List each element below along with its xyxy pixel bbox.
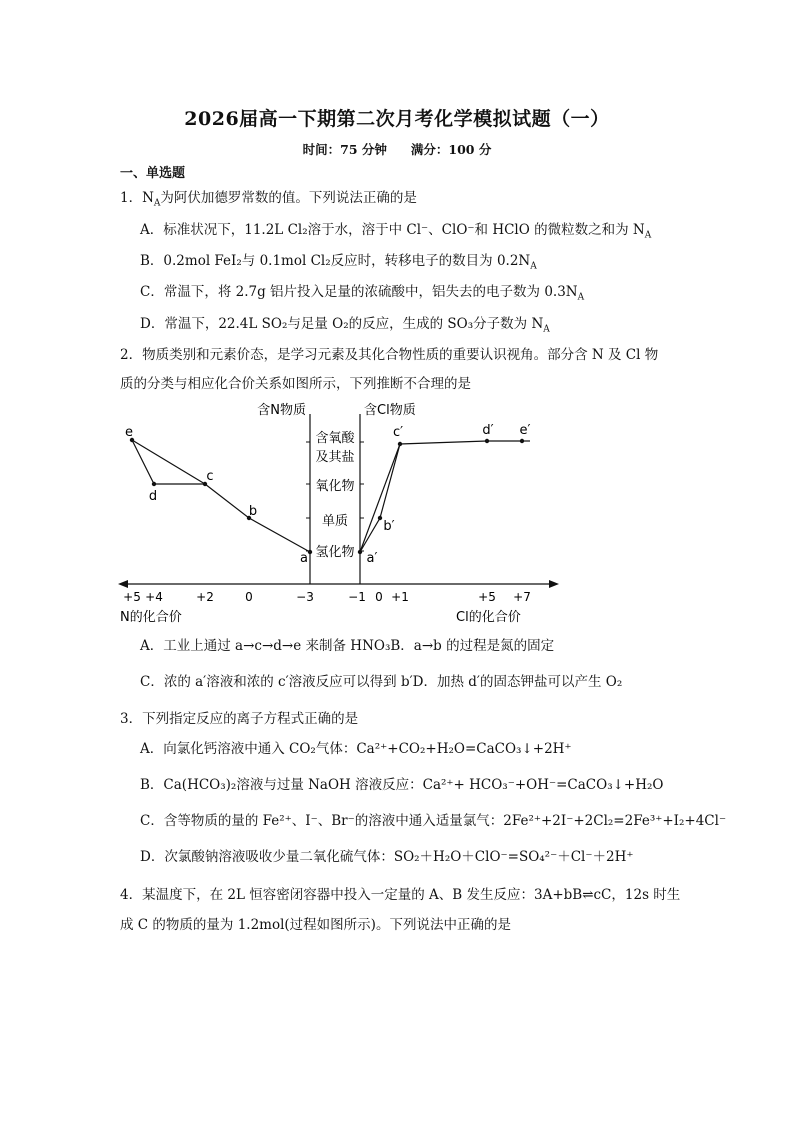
n-label-d: d <box>148 489 158 504</box>
question-1-stem: 1．$N_A$为阿伏加德罗常数的值。下列说法正确的是 <box>120 190 417 209</box>
exam-time: 时间：75 分钟 <box>302 142 387 157</box>
n-path-line <box>132 440 310 552</box>
q1-option-a <box>140 218 651 241</box>
cl-label-c: c′ <box>392 425 404 440</box>
q3-option-c: C．含等物质的量的 Fe²⁺、I⁻、Br⁻的溶液中通入适量氯气：2Fe²⁺+2I⁻+2Cl₂=2Fe³⁺+I₂+4Cl⁻ <box>140 813 727 829</box>
cl-edge-a-c <box>360 444 400 552</box>
q1-option-b <box>140 249 537 272</box>
question-2-line-2: 质的分类与相应化合价关系如图所示，下列推断不合理的是 <box>120 376 471 392</box>
cl-title: 含Cl物质 <box>364 403 416 418</box>
category-acid-line2: 及其盐 <box>315 450 355 465</box>
n-label-a: a <box>300 551 308 566</box>
valence-diagram <box>110 396 690 628</box>
n-tick-plus4: +4 <box>145 590 163 604</box>
cl-point-e <box>520 439 524 443</box>
n-tick-zero: 0 <box>245 590 253 604</box>
question-1-text: 为阿伏加德罗常数的值。下列说法正确的是 <box>160 190 417 206</box>
n-label-e: e <box>125 425 133 440</box>
question-4-line-2: 成 C 的物质的量为 1.2mol(过程如图所示)。下列说法中正确的是 <box>120 917 511 933</box>
n-label-c: c <box>206 469 214 484</box>
na-subscript: A <box>153 198 161 209</box>
q1-option-b-sub: A <box>530 261 537 272</box>
cl-label-a: a′ <box>366 551 378 566</box>
n-point-d <box>152 482 156 486</box>
q1-option-c-sub: A <box>577 292 585 303</box>
q1-option-d-text: D．常温下，22.4L SO₂与足量 O₂的反应，生成的 SO₃分子数为 N <box>140 316 544 332</box>
category-oxide: 氧化物 <box>315 479 355 494</box>
question-4-line-1: 4．某温度下，在 2L 恒容密闭容器中投入一定量的 A、B 发生反应：3A+bB⇌cC，12s 时生 <box>120 887 681 903</box>
cl-label-d: d′ <box>482 423 494 438</box>
cl-path-line <box>360 441 522 552</box>
axis-arrow-left <box>118 580 128 588</box>
cl-label-b: b′ <box>383 519 395 534</box>
n-axis-label: N的化合价 <box>120 610 182 625</box>
q2-options-cd: C．浓的 a′溶液和浓的 c′溶液反应可以得到 b′D．加热 d′的固态钾盐可以产生 O₂ <box>140 674 623 690</box>
cl-tick-plus7: +7 <box>513 590 531 604</box>
q3-option-a: A．向氯化钙溶液中通入 CO₂气体：Ca²⁺+CO₂+H₂O=CaCO₃↓+2H⁺ <box>140 741 572 757</box>
exam-meta <box>0 140 794 158</box>
q1-option-d-sub: A <box>543 324 550 335</box>
section-heading: 一、单选题 <box>120 166 186 181</box>
q1-option-a-sub: A <box>644 230 652 241</box>
cl-tick-plus1: +1 <box>391 590 409 604</box>
exam-title: 2026届高一下期第二次月考化学模拟试题（一） <box>184 108 610 130</box>
exam-score: 满分：100 分 <box>410 142 492 157</box>
n-tick-minus3: −3 <box>296 590 314 604</box>
cl-point-c <box>398 442 402 446</box>
cl-point-b <box>378 516 382 520</box>
cl-point-a <box>358 550 362 554</box>
question-2-line-1: 2．物质类别和元素价态，是学习元素及其化合物性质的重要认识视角。部分含 N 及 Cl 物 <box>120 347 659 363</box>
q3-option-b: B．Ca(HCO₃)₂溶液与过量 NaOH 溶液反应：Ca²⁺+ HCO₃⁻+OH⁻=CaCO₃↓+H₂O <box>140 777 664 793</box>
category-acid-line1: 含氧酸 <box>315 431 355 446</box>
n-title: 含N物质 <box>257 403 306 418</box>
cl-point-d <box>485 439 489 443</box>
cl-tick-minus1: −1 <box>348 590 366 604</box>
category-element: 单质 <box>321 514 349 529</box>
q3-option-d: D．次氯酸钠溶液吸收少量二氧化硫气体：SO₂＋H₂O＋ClO⁻=SO₄²⁻＋Cl⁻＋2H⁺ <box>140 849 634 865</box>
q1-option-a-text: A．标准状况下，11.2L Cl₂溶于水，溶于中 Cl⁻、ClO⁻和 HClO 的微粒数之和为 N <box>140 222 645 238</box>
q1-option-c <box>140 280 584 303</box>
q1-option-b-text: B．0.2mol FeI₂与 0.1mol Cl₂反应时，转移电子的数目为 0.2N <box>140 253 531 269</box>
n-tick-plus5: +5 <box>123 590 141 604</box>
cl-label-e: e′ <box>519 423 531 438</box>
n-label-b: b <box>248 504 258 519</box>
n-tick-plus2: +2 <box>196 590 214 604</box>
n-point-a <box>308 550 312 554</box>
category-hydride: 氢化物 <box>315 545 355 560</box>
q2-options-ab: A．工业上通过 a→c→d→e 来制备 HNO₃B．a→b 的过程是氮的固定 <box>140 638 555 654</box>
cl-axis-label: Cl的化合价 <box>456 610 521 625</box>
q1-option-c-text: C．常温下，将 2.7g 铝片投入足量的浓硫酸中，铝失去的电子数为 0.3N <box>140 284 578 300</box>
na-symbol: N <box>142 190 154 206</box>
cl-tick-zero: 0 <box>375 590 383 604</box>
cl-tick-plus5: +5 <box>478 590 496 604</box>
question-3-stem: 3．下列指定反应的离子方程式正确的是 <box>120 711 359 727</box>
q1-option-d <box>140 312 550 335</box>
axis-arrow-right <box>549 580 559 588</box>
